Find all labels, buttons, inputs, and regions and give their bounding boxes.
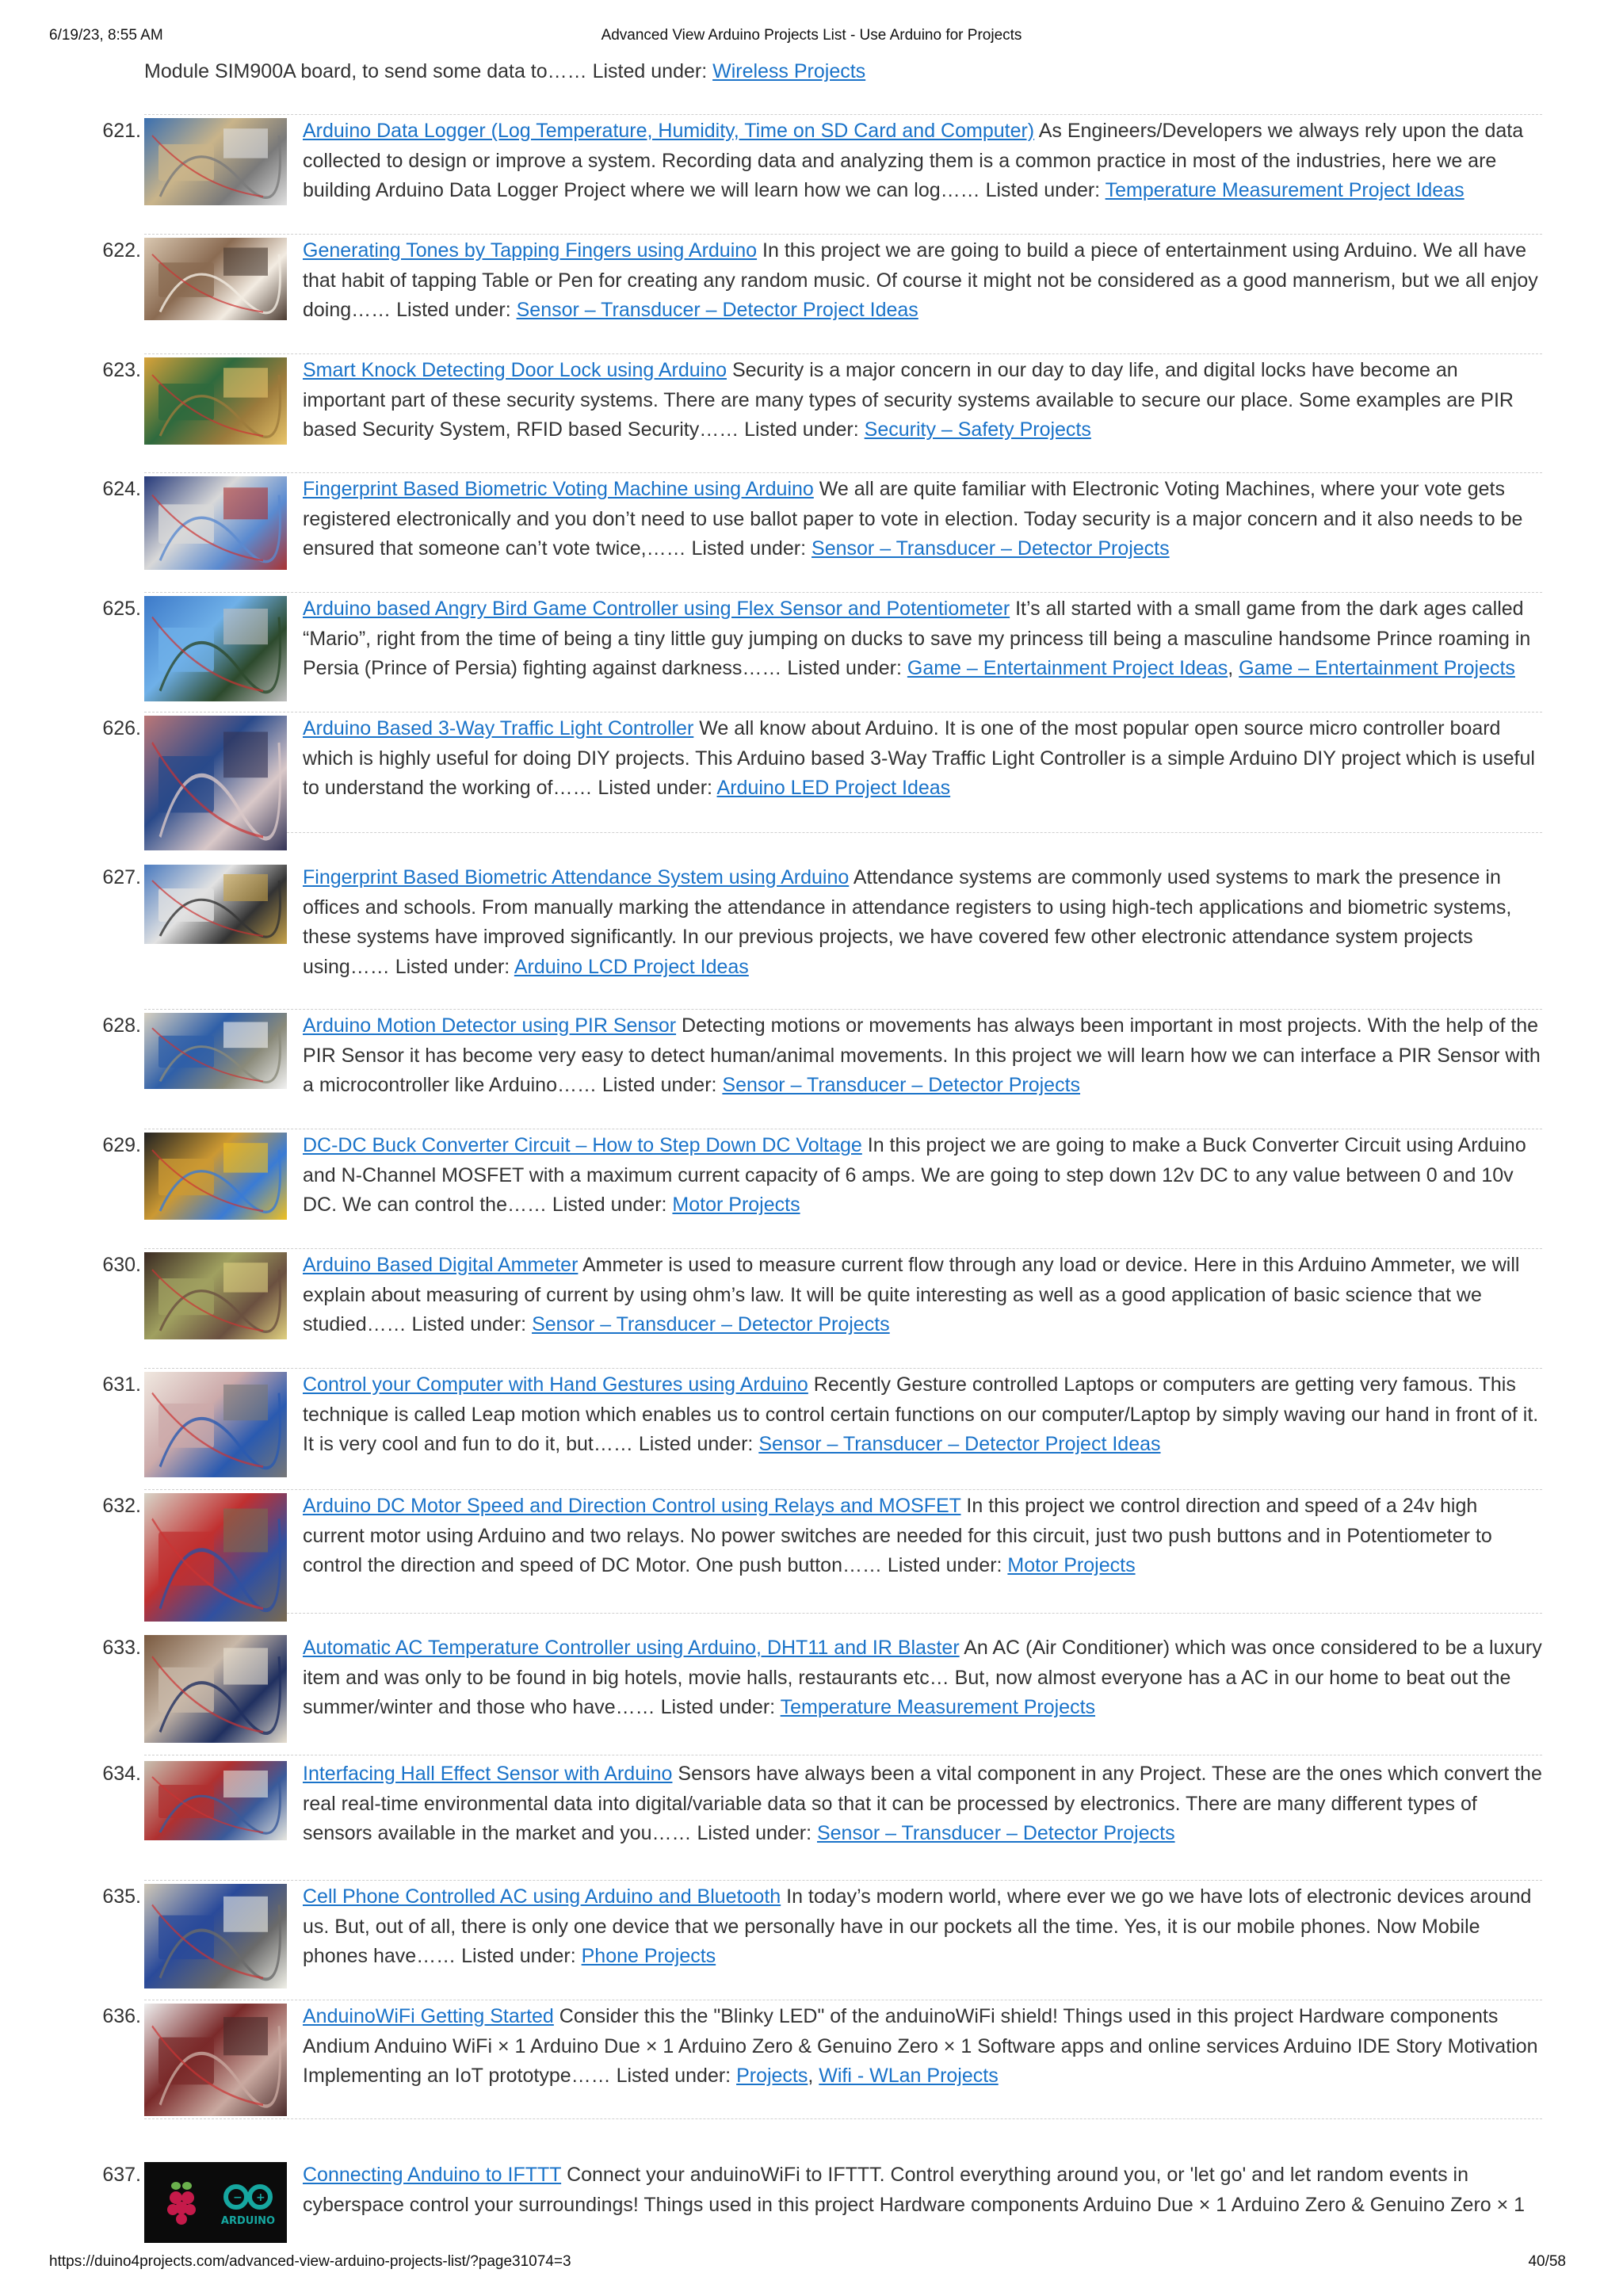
entry-description bbox=[303, 236, 1542, 326]
entry-number: 632. bbox=[102, 1495, 141, 1517]
module-shape bbox=[223, 1143, 268, 1172]
project-title-link[interactable]: Arduino Based 3-Way Traffic Light Controller bbox=[303, 717, 694, 739]
entry-number: 634. bbox=[102, 1763, 141, 1785]
entry-number: 633. bbox=[102, 1637, 141, 1659]
category-link[interactable]: Security – Safety Projects bbox=[864, 418, 1091, 441]
entry-separator bbox=[144, 1613, 1542, 1614]
project-title-link[interactable]: Smart Knock Detecting Door Lock using Arduino bbox=[303, 359, 727, 381]
project-summary: Sensors have always been a vital component in any Project. These are the ones which convert the real real-time environmental data into digital/variable data so that it can be processed by electronics. There are many different types of sensors available in the market and you…… Listed under: bbox=[303, 1763, 1542, 1844]
entry-description bbox=[303, 2002, 1542, 2092]
project-title-link[interactable]: DC-DC Buck Converter Circuit – How to Step Down DC Voltage bbox=[303, 1134, 862, 1156]
project-thumbnail[interactable] bbox=[144, 716, 287, 850]
entry-description bbox=[303, 1011, 1542, 1101]
project-summary: In this project we control direction and speed of a 24v high current motor using Arduino and two relays. No power switches are needed for this circuit, just two push buttons and in Potentiometer to control the direction and speed of DC Motor. One push button…… Listed under: bbox=[303, 1495, 1492, 1576]
entry-description bbox=[303, 1370, 1542, 1460]
project-title-link[interactable]: Arduino Based Digital Ammeter bbox=[303, 1254, 579, 1276]
module-shape bbox=[223, 874, 268, 901]
category-link[interactable]: Temperature Measurement Project Ideas bbox=[1105, 179, 1465, 201]
project-thumbnail[interactable] bbox=[144, 476, 287, 570]
project-thumbnail[interactable] bbox=[144, 1493, 287, 1622]
project-title-link[interactable]: Cell Phone Controlled AC using Arduino and Bluetooth bbox=[303, 1885, 781, 1908]
category-link[interactable]: Motor Projects bbox=[672, 1194, 800, 1216]
project-thumbnail[interactable] bbox=[144, 865, 287, 944]
lead-body: Module SIM900A board, to send some data to…… Listed under: bbox=[144, 60, 713, 82]
print-datetime: 6/19/23, 8:55 AM bbox=[49, 27, 163, 44]
entry-number: 627. bbox=[102, 866, 141, 888]
entry-number: 635. bbox=[102, 1885, 141, 1908]
entry-description bbox=[303, 714, 1542, 804]
category-link[interactable]: Sensor – Transducer – Detector Project Ideas bbox=[516, 299, 918, 321]
entry-number: 626. bbox=[102, 717, 141, 739]
entry-description bbox=[303, 863, 1542, 982]
project-summary: An AC (Air Conditioner) which was once considered to be a luxury item and was only to be found in big hotels, movie halls, restaurants etc… But, now almost everyone has a AC in our home to beat out the summer/winter and those who have…… Listed under: bbox=[303, 1637, 1542, 1718]
category-link[interactable]: Arduino LCD Project Ideas bbox=[514, 955, 749, 978]
entry-separator bbox=[144, 472, 1542, 473]
category-link[interactable]: Phone Projects bbox=[581, 1945, 716, 1967]
project-thumbnail[interactable] bbox=[144, 357, 287, 445]
category-separator: , bbox=[1228, 657, 1239, 679]
project-summary: Recently Gesture controlled Laptops or computers are getting very famous. This technique is called Leap motion which enables us to control certain functions on our computer/Laptop by simply waving our hand in front of it. It is very cool and fun to do it, but…… Listed under: bbox=[303, 1373, 1539, 1455]
entry-separator bbox=[144, 114, 1542, 115]
entry-separator bbox=[144, 1248, 1542, 1249]
lead-category-link[interactable]: Wireless Projects bbox=[712, 60, 866, 82]
entry-description bbox=[303, 475, 1542, 564]
svg-text:−: − bbox=[233, 2191, 242, 2204]
project-thumbnail[interactable] bbox=[144, 2162, 287, 2243]
category-link[interactable]: Sensor – Transducer – Detector Projects bbox=[722, 1074, 1081, 1096]
project-summary: As Engineers/Developers we always rely upon the data collected to design or improve a system. Recording data and analyzing them is a common practice in most of the industries, here we are building Arduino Data Logger Project where we will learn how we can log…… Listed under: bbox=[303, 120, 1524, 201]
module-shape bbox=[223, 1263, 268, 1292]
entry-number: 621. bbox=[102, 120, 141, 142]
entry-number: 637. bbox=[102, 2164, 141, 2186]
entry-description bbox=[303, 356, 1542, 445]
page-number: 40/58 bbox=[1528, 2253, 1566, 2270]
project-thumbnail[interactable] bbox=[144, 1252, 287, 1339]
project-title-link[interactable]: Arduino Data Logger (Log Temperature, Humidity, Time on SD Card and Computer) bbox=[303, 120, 1035, 142]
entry-separator bbox=[144, 2118, 1542, 2119]
project-thumbnail[interactable] bbox=[144, 1761, 287, 1840]
project-thumbnail[interactable] bbox=[144, 1013, 287, 1089]
entry-separator bbox=[144, 592, 1542, 593]
project-summary: In today’s modern world, where ever we go we have lots of electronic devices around us. But, out of all, there is only one device that we personally have in our pockets all the time. Yes, it is our mobile phones. Now Mobile phones have…… Listed under: bbox=[303, 1885, 1532, 1967]
project-title-link[interactable]: Fingerprint Based Biometric Voting Machine using Arduino bbox=[303, 478, 814, 500]
entry-number: 629. bbox=[102, 1134, 141, 1156]
category-link[interactable]: Game – Entertainment Projects bbox=[1239, 657, 1515, 679]
category-link[interactable]: Motor Projects bbox=[1007, 1554, 1136, 1576]
entry-number: 624. bbox=[102, 478, 141, 500]
category-link[interactable]: Wifi - WLan Projects bbox=[819, 2065, 999, 2087]
raspberry-pi-logo-icon bbox=[167, 2182, 196, 2225]
category-link[interactable]: Sensor – Transducer – Detector Projects bbox=[812, 537, 1170, 560]
print-title: Advanced View Arduino Projects List - Use Arduino for Projects bbox=[601, 27, 1022, 44]
entry-separator bbox=[144, 832, 1542, 833]
project-summary: Detecting motions or movements has always been important in most projects. With the help of the PIR Sensor it has become very easy to detect human/animal movements. In this project we will learn how we can interface a PIR Sensor with a microcontroller like Arduino…… Listed under: bbox=[303, 1014, 1541, 1096]
entry-number: 630. bbox=[102, 1254, 141, 1276]
entry-description bbox=[303, 1759, 1542, 1849]
entry-number: 636. bbox=[102, 2005, 141, 2027]
entry-separator bbox=[144, 353, 1542, 354]
entry-number: 625. bbox=[102, 598, 141, 620]
project-thumbnail[interactable] bbox=[144, 1372, 287, 1477]
project-title-link[interactable]: Fingerprint Based Biometric Attendance System using Arduino bbox=[303, 866, 850, 888]
project-summary: Connect your anduinoWiFi to IFTTT. Control everything around you, or 'let go' and let random events in cyberspace control your surroundings! Things used in this project Hardware components Arduino Due × 1 Arduino Zero & Genuino Zero × 1 bbox=[303, 2164, 1526, 2216]
entry-separator bbox=[144, 1489, 1542, 1490]
project-thumbnail[interactable] bbox=[144, 1635, 287, 1743]
module-shape bbox=[223, 247, 268, 275]
project-summary: In this project we are going to build a piece of entertainment using Arduino. We all have that habit of tapping Table or Pen for creating any random music. Of course it might not be considered as a good mannerism, but we all enjoy doing…… Listed under: bbox=[303, 239, 1538, 321]
entry-description bbox=[303, 117, 1542, 206]
project-summary: In this project we are going to make a Buck Converter Circuit using Arduino and N-Channel MOSFET with a maximum current capacity of 6 amps. We are going to step down 12v DC to any value between 0 and 10v DC. We can control the…… Listed under: bbox=[303, 1134, 1526, 1216]
entry-description bbox=[303, 1492, 1542, 1581]
project-thumbnail[interactable] bbox=[144, 118, 287, 205]
entry-number: 631. bbox=[102, 1373, 141, 1396]
project-title-link[interactable]: AnduinoWiFi Getting Started bbox=[303, 2005, 554, 2027]
print-header bbox=[0, 27, 1623, 51]
project-title-link[interactable]: Generating Tones by Tapping Fingers using Arduino bbox=[303, 239, 758, 262]
module-shape bbox=[223, 1648, 268, 1684]
module-shape bbox=[223, 1385, 268, 1420]
project-summary: Security is a major concern in our day to day life, and digital locks have become an important part of these security systems. There are many types of security systems available to secure our place. Some examples are PIR based Security System, RFID based Security…… Listed under: bbox=[303, 359, 1514, 441]
entry-description bbox=[303, 1131, 1542, 1221]
project-thumbnail[interactable] bbox=[144, 238, 287, 320]
lead-text bbox=[144, 57, 1539, 86]
category-link[interactable]: Arduino LED Project Ideas bbox=[716, 777, 951, 799]
module-shape bbox=[223, 1022, 268, 1049]
project-title-link[interactable]: Arduino based Angry Bird Game Controller using Flex Sensor and Potentiometer bbox=[303, 598, 1010, 620]
project-summary: We all are quite familiar with Electronic Voting Machines, where your vote gets registered electronically and you don’t need to use ballot paper to vote in election. Today security is a major concern and it also needs to be ensured that someone can’t vote twice,…… Listed under: bbox=[303, 478, 1523, 560]
category-separator: , bbox=[808, 2065, 819, 2087]
project-title-link[interactable]: Arduino Motion Detector using PIR Sensor bbox=[303, 1014, 677, 1037]
module-shape bbox=[223, 732, 268, 777]
category-link[interactable]: Temperature Measurement Projects bbox=[780, 1696, 1096, 1718]
entry-number: 622. bbox=[102, 239, 141, 262]
project-summary: It’s all started with a small game from the dark ages called “Mario”, right from the time of being a tiny little guy jumping on ducks to save my princess till being a masculine handsome Prince roaming in Persia (Prince of Persia) fighting against darkness…… Listed under: bbox=[303, 598, 1531, 679]
project-title-link[interactable]: Connecting Anduino to IFTTT bbox=[303, 2164, 562, 2186]
project-thumbnail[interactable] bbox=[144, 596, 287, 701]
category-link[interactable]: Game – Entertainment Project Ideas bbox=[907, 657, 1228, 679]
svg-text:ARDUINO: ARDUINO bbox=[220, 2215, 276, 2227]
project-summary: We all know about Arduino. It is one of the most popular open source micro controller board which is highly useful for doing DIY projects. This Arduino based 3-Way Traffic Light Controller is a simple Arduino DIY project which is useful to understand the working of…… Listed under: bbox=[303, 717, 1535, 799]
project-thumbnail[interactable] bbox=[144, 1884, 287, 1988]
project-title-link[interactable]: Arduino DC Motor Speed and Direction Control using Relays and MOSFET bbox=[303, 1495, 961, 1517]
entry-separator bbox=[144, 1009, 1542, 1010]
module-shape bbox=[223, 1771, 268, 1797]
module-shape bbox=[223, 2017, 268, 2055]
category-link[interactable]: Sensor – Transducer – Detector Projects bbox=[532, 1313, 890, 1335]
entry-description bbox=[303, 1633, 1542, 1723]
entry-separator bbox=[144, 1880, 1542, 1881]
module-shape bbox=[223, 128, 268, 158]
entry-separator bbox=[144, 234, 1542, 235]
project-summary: Consider this the "Blinky LED" of the anduinoWiFi shield! Things used in this project Hardware components Andium Anduino WiFi × 1 Arduino Due × 1 Arduino Zero & Genuino Zero × 1 Software apps and online services Arduino IDE Story Motivation Implementing an IoT prototype…… Listed under: bbox=[303, 2005, 1538, 2087]
project-summary: Attendance systems are commonly used systems to mark the presence in offices and schools. From manually marking the attendance in attendance registers to using high-tech applications and biometric systems, these systems have improved significantly. In our previous projects, we have covered few other electronic attendance system projects using…… Listed under: bbox=[303, 866, 1512, 978]
entry-description bbox=[303, 1251, 1542, 1340]
entry-number: 623. bbox=[102, 359, 141, 381]
project-title-link[interactable]: Automatic AC Temperature Controller using Arduino, DHT11 and IR Blaster bbox=[303, 1637, 960, 1659]
project-summary: Ammeter is used to measure current flow through any load or device. Here in this Arduino Ammeter, we will explain about measuring of current by using ohm’s law. It will be quite interesting as well as a good application of basic science that we studied…… Listed under: bbox=[303, 1254, 1520, 1335]
entry-separator bbox=[144, 1368, 1542, 1369]
module-shape bbox=[223, 609, 268, 644]
category-link[interactable]: Sensor – Transducer – Detector Project Ideas bbox=[758, 1433, 1161, 1455]
module-shape bbox=[223, 1508, 268, 1552]
module-shape bbox=[223, 1897, 268, 1932]
entry-description bbox=[303, 594, 1542, 684]
project-title-link[interactable]: Control your Computer with Hand Gestures using Arduino bbox=[303, 1373, 808, 1396]
entry-description bbox=[303, 1882, 1542, 1972]
entry-number: 628. bbox=[102, 1014, 141, 1037]
project-thumbnail[interactable] bbox=[144, 1133, 287, 1220]
category-link[interactable]: Sensor – Transducer – Detector Projects bbox=[816, 1822, 1175, 1844]
category-link[interactable]: Projects bbox=[736, 2065, 808, 2087]
module-shape bbox=[223, 487, 268, 519]
entry-description bbox=[303, 2160, 1542, 2220]
project-title-link[interactable]: Interfacing Hall Effect Sensor with Arduino bbox=[303, 1763, 673, 1785]
print-url: https://duino4projects.com/advanced-view-arduino-projects-list/?page31074=3 bbox=[49, 2253, 571, 2270]
svg-text:+: + bbox=[256, 2191, 265, 2204]
project-thumbnail[interactable] bbox=[144, 2004, 287, 2116]
arduino-logo-icon bbox=[221, 2187, 275, 2227]
module-shape bbox=[223, 368, 268, 397]
